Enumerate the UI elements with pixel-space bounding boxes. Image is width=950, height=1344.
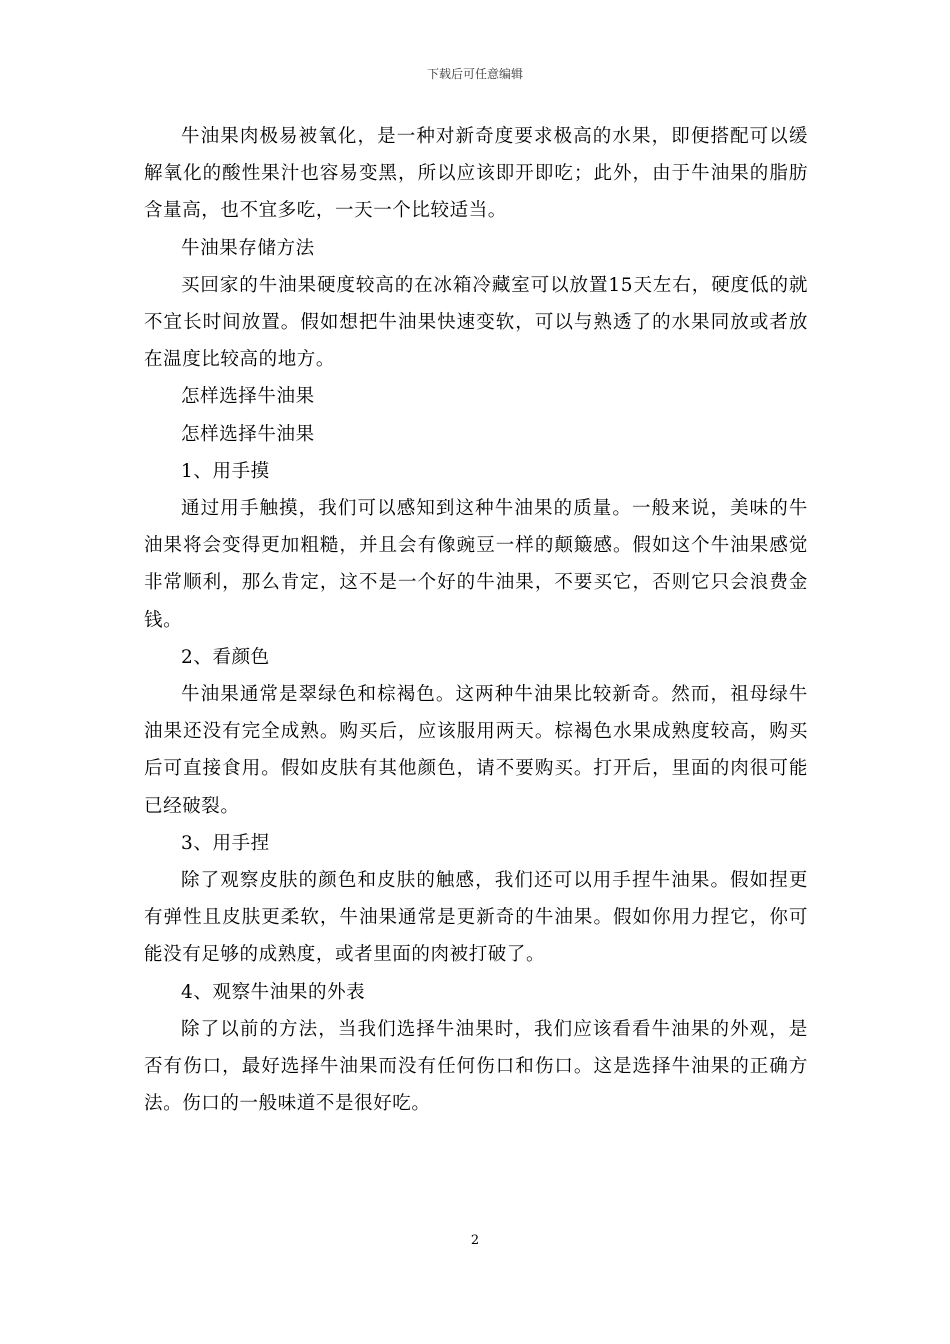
heading-color: 2、看颜色	[181, 646, 270, 668]
paragraph-squeeze: 除了观察皮肤的颜色和皮肤的触感，我们还可以用手捏牛油果。假如捏更有弹性且皮肤更柔软，牛油果通常是更新奇的牛油果。假如你用力捏它，你可能没有足够的成熟度，或者里面的肉被打破了。	[144, 870, 808, 966]
paragraph-storage: 买回家的牛油果硬度较高的在冰箱冷藏室可以放置15天左右，硬度低的就不宜长时间放置。假如想把牛油果快速变软，可以与熟透了的水果同放或者放在温度比较高的地方。	[144, 274, 808, 371]
heading-storage-method: 牛油果存储方法	[181, 237, 315, 259]
paragraph-touch: 通过用手触摸，我们可以感知到这种牛油果的质量。一般来说，美味的牛油果将会变得更加粗糙，并且会有像豌豆一样的颠簸感。假如这个牛油果感觉非常顺利，那么肯定，这不是一个好的牛油果，不要买它，否则它只会浪费金钱。	[144, 498, 808, 631]
heading-appearance: 4、观察牛油果的外表	[181, 981, 366, 1003]
page-number: 2	[470, 1233, 480, 1248]
heading-how-to-choose: 怎样选择牛油果	[181, 386, 315, 408]
paragraph-appearance: 除了以前的方法，当我们选择牛油果时，我们应该看看牛油果的外观，是否有伤口，最好选择牛油果而没有任何伤口和伤口。这是选择牛油果的正确方法。伤口的一般味道不是很好吃。	[144, 1018, 808, 1115]
heading-how-to-choose-repeat: 怎样选择牛油果	[181, 423, 315, 445]
paragraph-color: 牛油果通常是翠绿色和棕褐色。这两种牛油果比较新奇。然而，祖母绿牛油果还没有完全成熟。购买后，应该服用两天。棕褐色水果成熟度较高，购买后可直接食用。假如皮肤有其他颜色，请不要购买。打开后，里面的肉很可能已经破裂。	[144, 684, 808, 817]
page-header: 下载后可任意编辑	[426, 67, 523, 81]
heading-touch: 1、用手摸	[181, 460, 270, 482]
document-body	[144, 118, 808, 1122]
paragraph-avocado-oxidation: 牛油果肉极易被氧化，是一种对新奇度要求极高的水果，即便搭配可以缓解氧化的酸性果汁也容易变黑，所以应该即开即吃；此外，由于牛油果的脂肪含量高，也不宜多吃，一天一个比较适当。	[144, 126, 808, 222]
heading-squeeze: 3、用手捏	[181, 832, 270, 854]
